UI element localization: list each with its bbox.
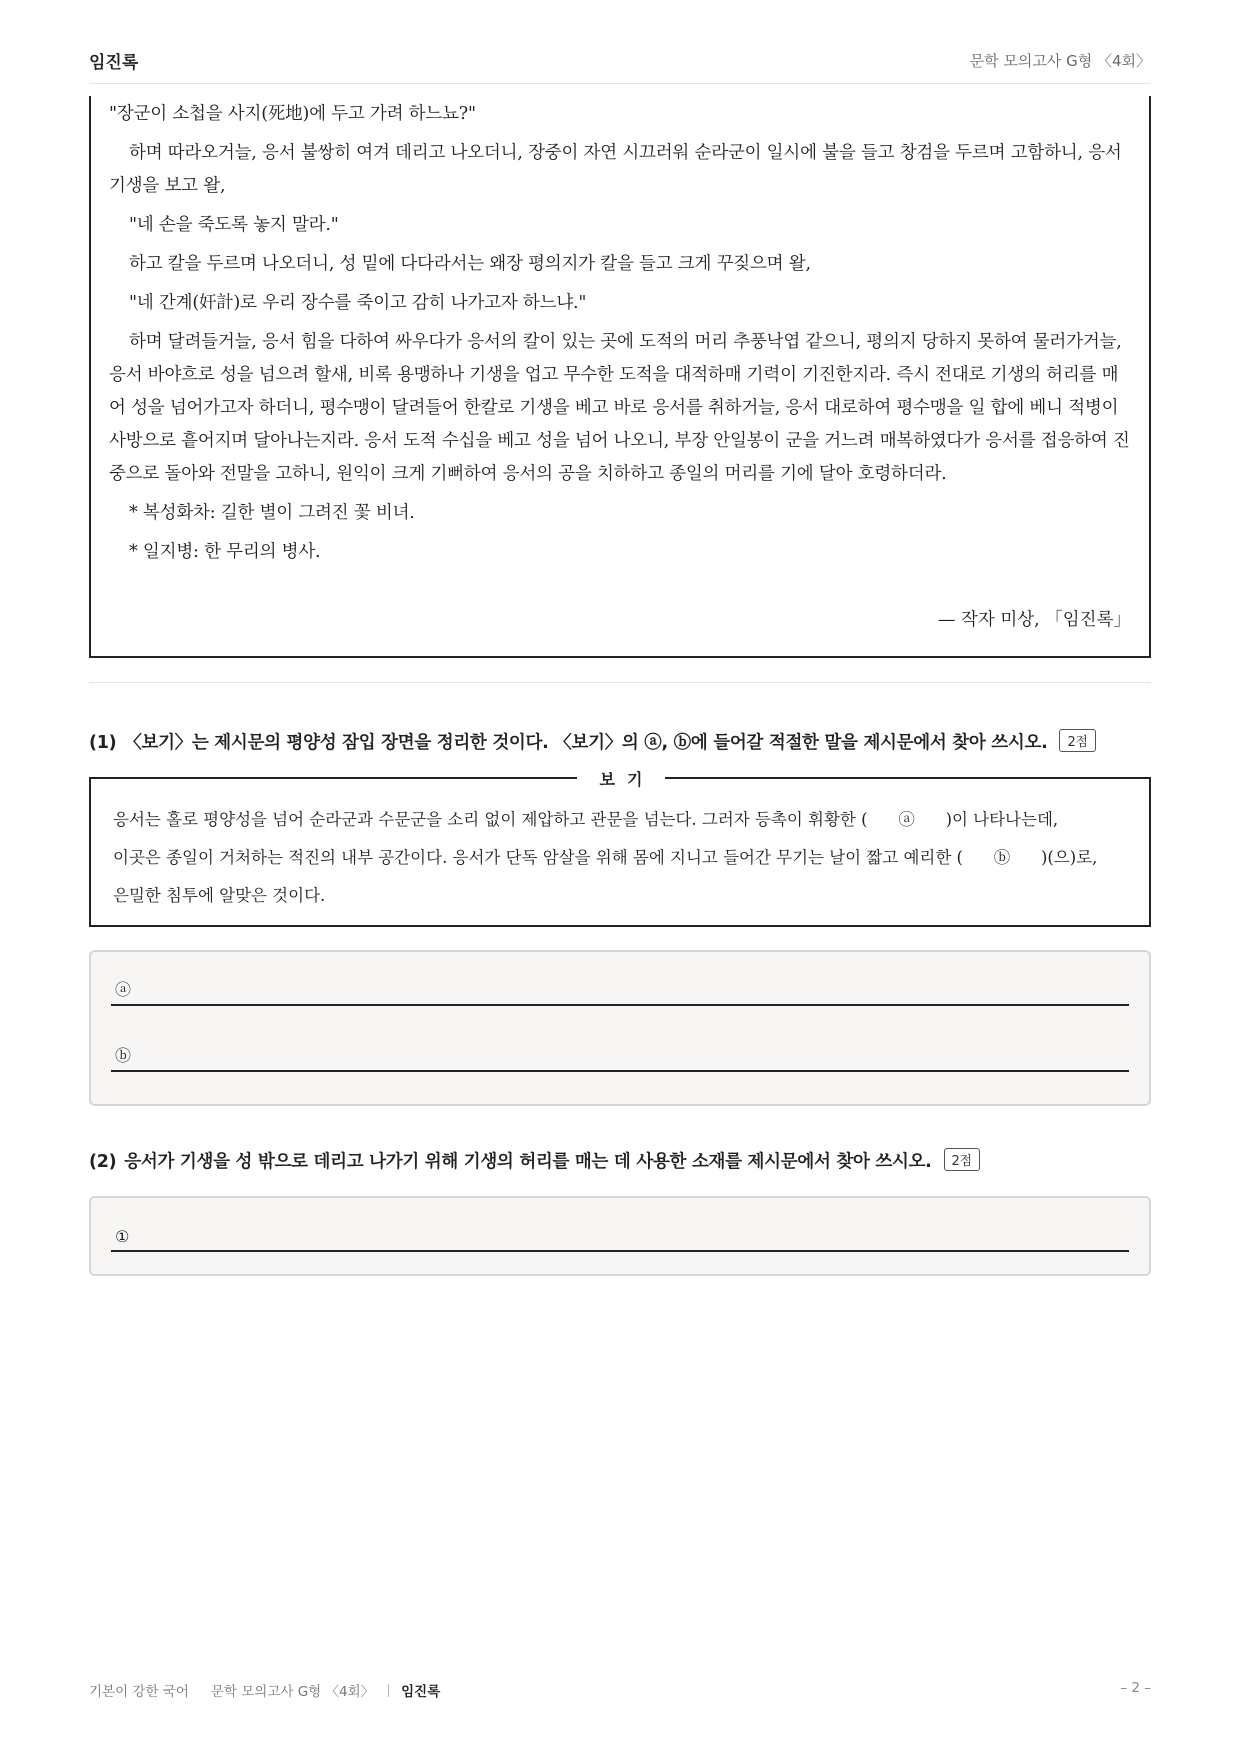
footer-test-title: 문학 모의고사 G형 〈4회〉 <box>210 1684 375 1700</box>
passage-paragraph: "네 손을 죽도록 놓지 말라." <box>129 215 339 235</box>
page-number: – 2 – <box>1120 1680 1151 1696</box>
blank-b: ⓑ <box>993 848 1011 867</box>
page-header <box>89 48 1151 84</box>
section-divider <box>89 682 1151 683</box>
answer-mark-1: ① <box>115 1227 130 1246</box>
question-number: (2) <box>89 1152 117 1172</box>
passage-paragraph: 하고 칼을 두르며 나오더니, 성 밑에 다다라서는 왜장 평의지가 칼을 들고 크게 꾸짖으며 왈, <box>129 254 811 274</box>
question-number: (1) <box>89 733 117 753</box>
question-1 <box>89 729 1096 754</box>
answer-line-1[interactable] <box>111 1218 1129 1252</box>
bogi-text: 응서는 홀로 평양성을 넘어 순라군과 수문군을 소리 없이 제압하고 관문을 넘는다. 그러자 등촉이 휘황한 ( <box>113 810 868 829</box>
page-footer <box>89 1680 1151 1704</box>
answer-mark-b: ⓑ <box>115 1046 132 1065</box>
passage-paragraph: "장군이 소첩을 사지(死地)에 두고 가려 하느뇨?" <box>109 104 476 124</box>
bogi-text: )이 나타나는데, <box>945 810 1059 829</box>
score-badge: 2점 <box>944 1148 980 1171</box>
passage-box <box>89 96 1151 658</box>
footer-work-title: 임진록 <box>401 1684 441 1700</box>
bogi-text: 이곳은 종일이 거처하는 적진의 내부 공간이다. 응서가 단독 암살을 위해 몸에 지니고 들어간 무기는 날이 짧고 예리한 ( <box>113 848 963 867</box>
bogi-text: 은밀한 침투에 알맞은 것이다. <box>113 886 326 905</box>
answer-line-b[interactable] <box>111 1038 1129 1072</box>
blank-a: ⓐ <box>898 810 915 829</box>
footer-book-title: 기본이 강한 국어 <box>89 1684 189 1700</box>
footer-separator <box>388 1684 389 1697</box>
passage-footnote: * 일지병: 한 무리의 병사. <box>129 542 321 562</box>
answer-line-a[interactable] <box>111 972 1129 1006</box>
passage-source: — 작자 미상, 「임진록」 <box>937 610 1131 630</box>
score-badge: 2점 <box>1059 729 1095 752</box>
question-text: 응서가 기생을 성 밖으로 데리고 나가기 위해 기생의 허리를 매는 데 사용한 소재를 제시문에서 찾아 쓰시오. <box>124 1152 932 1172</box>
header-test-title: 문학 모의고사 G형 〈4회〉 <box>969 52 1151 70</box>
header-work-title: 임진록 <box>89 53 139 73</box>
answer-mark-a: ⓐ <box>115 980 132 999</box>
answer-box-2 <box>89 1196 1151 1276</box>
question-2 <box>89 1148 980 1173</box>
passage-paragraph: 하며 달려들거늘, 응서 힘을 다하여 싸우다가 응서의 칼이 있는 곳에 도적의 머리 추풍낙엽 같으니, 평의지 당하지 못하여 물러가거늘, 응서 바야흐로 성을 넘으려 할새, 비록 용맹하나 기생을 업고 무수한 도적을 대적하매 기력이 기진한지라. 즉시 전대로 기생의 허리를 매어 성을 넘어가고자 하더니, 평수맹이 달려들어 한칼로 기생을 베고 바로 응서를 취하거늘, 응서 대로하여 평수맹을 일 합에 베니 적병이 사방으로 흩어지며 달아나는지라. 응서 도적 수십을 베고 성을 넘어 나오니, 부장 안일봉이 군을 거느려 매복하였다가 응서를 접응하여 진중으로 돌아와 전말을 고하니, 원익이 크게 기뻐하여 응서의 공을 치하하고 종일의 머리를 기에 달아 호령하더라. <box>109 332 1130 484</box>
passage-footnote: * 복성화차: 길한 별이 그려진 꽃 비녀. <box>129 503 415 523</box>
passage-paragraph: "네 간계(奸計)로 우리 장수를 죽이고 감히 나가고자 하느냐." <box>129 293 587 313</box>
question-text: 〈보기〉는 제시문의 평양성 잠입 장면을 정리한 것이다. 〈보기〉의 ⓐ, ⓑ에 들어갈 적절한 말을 제시문에서 찾아 쓰시오. <box>124 733 1048 753</box>
bogi-label: 보기 <box>599 770 655 789</box>
answer-box-1 <box>89 950 1151 1106</box>
passage-paragraph: 하며 따라오거늘, 응서 불쌍히 여겨 데리고 나오더니, 장중이 자연 시끄러워 순라군이 일시에 불을 들고 창검을 두르며 고함하니, 응서 기생을 보고 왈, <box>109 143 1122 196</box>
bogi-box <box>89 777 1151 927</box>
bogi-text: )(으)로, <box>1040 848 1098 867</box>
